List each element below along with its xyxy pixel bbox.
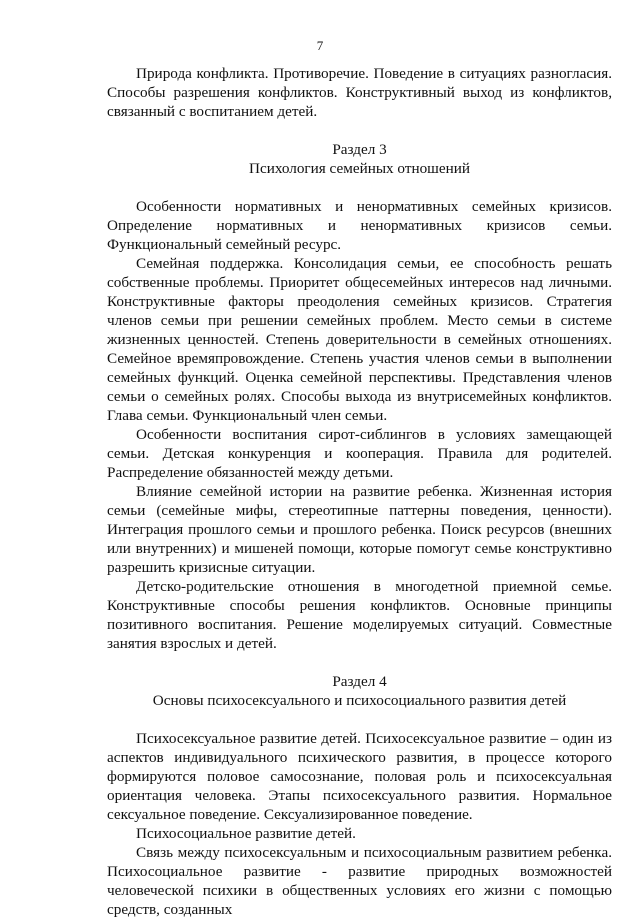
intro-paragraph: Природа конфликта. Противоречие. Поведение в ситуациях разногласия. Способы разрешения конфликтов. Конструктивный выход из конфликтов, связанный с воспитанием детей. <box>107 65 612 120</box>
section-4-paragraph: Психосексуальное развитие детей. Психосексуальное развитие – один из аспектов индивидуального психического развития, в процессе которого формируются половое самосознание, половая роль и психосексуальная ориентация человека. Этапы психосексуального развития. Нормальное сексуальное поведение. Сексуализированное поведение. <box>107 730 612 823</box>
page-number: 7 <box>316 38 324 53</box>
section-4-title: Основы психосексуального и психосоциального развития детей <box>152 692 567 709</box>
section-3-title: Психология семейных отношений <box>249 160 470 177</box>
section-3-paragraph: Особенности нормативных и ненормативных семейных кризисов. Определение нормативных и ненормативных кризисов семьи. Функциональный семейный ресурс. <box>107 198 612 253</box>
section-3-paragraph: Семейная поддержка. Консолидация семьи, ее способность решать собственные проблемы. Приоритет общесемейных интересов над личными. Конструктивные факторы преодоления семейных кризисов. Стратегия членов семьи при решении семейных проблем. Место семьи в системе жизненных ценностей. Степень доверительности в семейных отношениях. Семейное времяпровождение. Степень участия членов семьи в выполнении семейных функций. Оценка семейной перспективы. Представления членов семьи о семейных ролях. Способы выхода из внутрисемейных конфликтов. Глава семьи. Функциональный член семьи. <box>107 255 612 424</box>
section-4-paragraph: Психосоциальное развитие детей. <box>136 825 356 842</box>
section-3-paragraph: Влияние семейной истории на развитие ребенка. Жизненная история семьи (семейные мифы, стереотипные паттерны поведения, ценности). Интеграция прошлого семьи и прошлого ребенка. Поиск ресурсов (внешних или внутренних) и мишеней помощи, которые помогут семье конструктивно разрешить кризисные ситуации. <box>107 483 612 576</box>
section-3-paragraph: Детско-родительские отношения в многодетной приемной семье. Конструктивные способы решения конфликтов. Основные принципы позитивного воспитания. Решение моделируемых ситуаций. Совместные занятия взрослых и детей. <box>107 578 612 652</box>
page-content <box>107 64 612 919</box>
section-4-paragraph: Связь между психосексуальным и психосоциальным развитием ребенка. Психосоциальное развитие - развитие природных возможностей человеческой психики в общественных условиях его жизни с помощью средств, созданных <box>107 844 612 918</box>
section-4-number: Раздел 4 <box>332 673 387 690</box>
section-3-number: Раздел 3 <box>332 141 387 158</box>
section-3-paragraph: Особенности воспитания сирот-сиблингов в условиях замещающей семьи. Детская конкуренция и кооперация. Правила для родителей. Распределение обязанностей между детьми. <box>107 426 612 481</box>
